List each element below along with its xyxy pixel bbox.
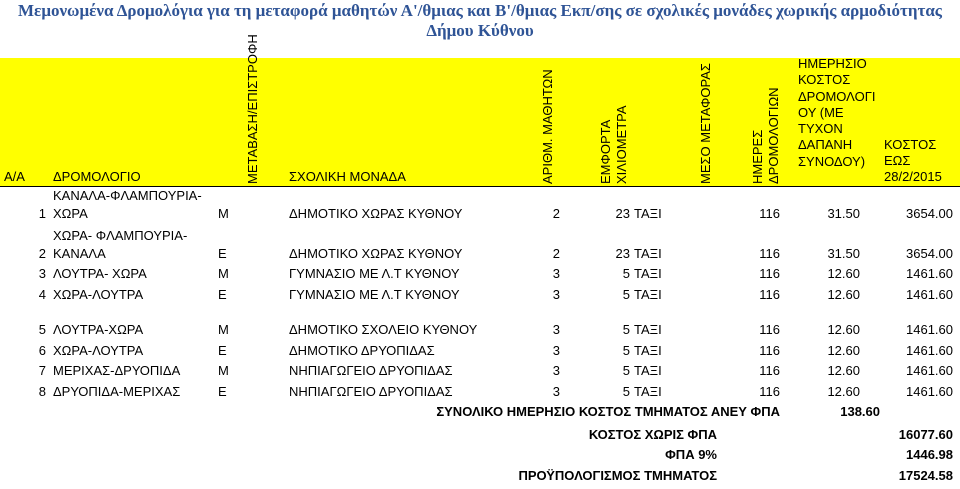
table-cell: ΤΑΞΙ [634, 246, 662, 261]
table-cell: 5 [622, 384, 630, 399]
table-cell: ΤΑΞΙ [634, 287, 662, 302]
table-cell: 116 [759, 246, 780, 261]
table-cell: 116 [759, 206, 780, 221]
header-school: ΣΧΟΛΙΚΗ ΜΟΝΑΔΑ [289, 169, 406, 184]
table-cell: Ε [218, 287, 227, 302]
table-cell: 12.60 [827, 322, 860, 337]
table-cell: 3 [552, 384, 560, 399]
table-row [0, 382, 960, 402]
table-cell: 2 [552, 206, 560, 221]
table-cell: 3 [38, 266, 46, 281]
table-cell: 23 [615, 206, 630, 221]
table-cell: 2 [38, 246, 46, 261]
table-cell: 1461.60 [906, 266, 953, 281]
table-cell: 5 [622, 322, 630, 337]
table-cell: ΧΩΡΑ [53, 206, 88, 221]
cost-no-vat-value: 16077.60 [898, 427, 953, 442]
table-cell: 12.60 [827, 384, 860, 399]
table-cell: ΜΕΡΙΧΑΣ-ΔΡΥΟΠΙΔΑ [53, 363, 181, 378]
table-cell: 5 [38, 322, 46, 337]
routes-table [0, 34, 960, 489]
table-cell: 31.50 [827, 206, 860, 221]
total-daily-label: ΣΥΝΟΛΙΚΟ ΗΜΕΡΗΣΙΟ ΚΟΣΤΟΣ ΤΜΗΜΑΤΟΣ ΑΝΕΥ ΦΠΑ [436, 404, 780, 419]
table-cell: ΔΗΜΟΤΙΚΟ ΔΡΥΟΠΙΔΑΣ [289, 343, 435, 358]
table-cell: 116 [759, 322, 780, 337]
table-cell: 12.60 [827, 363, 860, 378]
budget-value: 17524.58 [898, 468, 953, 483]
table-row [0, 264, 960, 284]
table-cell: 116 [759, 384, 780, 399]
table-cell: 5 [622, 287, 630, 302]
header-vehicle: ΜΕΣΟ ΜΕΤΑΦΟΡΑΣ [698, 63, 713, 184]
header-km-loaded: ΕΜΦΟΡΤΑ ΧΙΛΙΟΜΕΤΡΑ [598, 105, 629, 184]
vat-value: 1446.98 [906, 447, 953, 462]
table-cell: 3 [552, 287, 560, 302]
table-cell: ΔΗΜΟΤΙΚΟ ΧΩΡΑΣ ΚΥΘΝΟΥ [289, 206, 463, 221]
table-cell: 116 [759, 266, 780, 281]
title-line-2: Δήμου Κύθνου [426, 21, 534, 40]
table-cell: ΝΗΠΙΑΓΩΓΕΙΟ ΔΡΥΟΠΙΔΑΣ [289, 384, 453, 399]
table-cell: ΧΩΡΑ- ΦΛΑΜΠΟΥΡΙΑ- [53, 228, 188, 243]
table-cell: 5 [622, 363, 630, 378]
table-cell: 2 [552, 246, 560, 261]
table-cell: Μ [218, 322, 229, 337]
table-cell: ΤΑΞΙ [634, 322, 662, 337]
table-cell: ΔΗΜΟΤΙΚΟ ΣΧΟΛΕΙΟ ΚΥΘΝΟΥ [289, 322, 478, 337]
table-cell: 4 [38, 287, 46, 302]
cost-no-vat-label: ΚΟΣΤΟΣ ΧΩΡΙΣ ΦΠΑ [588, 427, 717, 442]
table-row [0, 186, 960, 226]
table-cell: ΤΑΞΙ [634, 384, 662, 399]
table-cell: ΧΩΡΑ-ΛΟΥΤΡΑ [53, 343, 144, 358]
title-line-1: Μεμονωμένα Δρομολόγια για τη μεταφορά μαθητών Α'/θμιας και Β'/θμιας Εκπ/σης σε σχολικές μονάδες χωρικής αρμοδιότητας [18, 1, 942, 20]
table-cell: 6 [38, 343, 46, 358]
header-aa: Α/Α [4, 169, 25, 184]
table-cell: ΧΩΡΑ-ΛΟΥΤΡΑ [53, 287, 144, 302]
table-cell: 1461.60 [906, 287, 953, 302]
total-daily-value: 138.60 [840, 404, 880, 419]
table-cell: 1 [38, 206, 46, 221]
header-cost-until: ΚΟΣΤΟΣ ΕΩΣ 28/2/2015 [884, 137, 942, 184]
table-cell: 1461.60 [906, 343, 953, 358]
table-cell: ΓΥΜΝΑΣΙΟ ΜΕ Λ.Τ ΚΥΘΝΟΥ [289, 266, 460, 281]
table-cell: ΓΥΜΝΑΣΙΟ ΜΕ Λ.Τ ΚΥΘΝΟΥ [289, 287, 460, 302]
header-days: ΗΜΕΡΕΣ ΔΡΟΜΟΛΟΓΙΩΝ [750, 87, 781, 184]
table-cell: Ε [218, 384, 227, 399]
header-direction: ΜΕΤΑΒΑΣΗ/ΕΠΙΣΤΡΟΦΗ [245, 34, 260, 184]
table-cell: Ε [218, 343, 227, 358]
table-cell: 8 [38, 384, 46, 399]
table-row [0, 361, 960, 381]
table-cell: 5 [622, 266, 630, 281]
table-cell: ΤΑΞΙ [634, 206, 662, 221]
table-cell: Μ [218, 266, 229, 281]
table-cell: 1461.60 [906, 322, 953, 337]
header-route: ΔΡΟΜΟΛΟΓΙΟ [53, 169, 141, 184]
table-row [0, 320, 960, 340]
table-cell: ΤΑΞΙ [634, 266, 662, 281]
table-cell: ΛΟΥΤΡΑ- ΧΩΡΑ [53, 266, 147, 281]
table-cell: ΔΗΜΟΤΙΚΟ ΧΩΡΑΣ ΚΥΘΝΟΥ [289, 246, 463, 261]
table-cell: 3 [552, 266, 560, 281]
table-cell: 3 [552, 322, 560, 337]
table-cell: ΤΑΞΙ [634, 363, 662, 378]
table-cell: ΔΡΥΟΠΙΔΑ-ΜΕΡΙΧΑΣ [53, 384, 181, 399]
table-cell: 7 [38, 363, 46, 378]
table-cell: 5 [622, 343, 630, 358]
table-cell: 1461.60 [906, 384, 953, 399]
table-cell: 12.60 [827, 287, 860, 302]
table-cell: 3654.00 [906, 206, 953, 221]
table-cell: 116 [759, 363, 780, 378]
table-cell: ΚΑΝΑΛΑ-ΦΛΑΜΠΟΥΡΙΑ- [53, 188, 202, 203]
table-cell: ΚΑΝΑΛΑ [53, 246, 106, 261]
table-cell: 3654.00 [906, 246, 953, 261]
table-cell: 23 [615, 246, 630, 261]
table-row [0, 341, 960, 361]
table-cell: 12.60 [827, 343, 860, 358]
table-row [0, 285, 960, 305]
budget-label: ΠΡΟΫΠΟΛΟΓΙΣΜΟΣ ΤΜΗΜΑΤΟΣ [518, 468, 717, 483]
table-cell: ΝΗΠΙΑΓΩΓΕΙΟ ΔΡΥΟΠΙΔΑΣ [289, 363, 453, 378]
header-daily-cost: ΗΜΕΡΗΣΙΟ ΚΟΣΤΟΣ ΔΡΟΜΟΛΟΓΙ ΟΥ (ΜΕ ΤΥΧΟΝ ΔΑΠΑΝΗ ΣΥΝΟΔΟΥ) [798, 56, 876, 169]
vat-label: ΦΠΑ 9% [665, 447, 717, 462]
table-cell: Μ [218, 206, 229, 221]
table-cell: 116 [759, 343, 780, 358]
table-cell: Ε [218, 246, 227, 261]
table-cell: 3 [552, 343, 560, 358]
table-cell: Μ [218, 363, 229, 378]
table-cell: 12.60 [827, 266, 860, 281]
table-cell: ΛΟΥΤΡΑ-ΧΩΡΑ [53, 322, 144, 337]
table-row [0, 226, 960, 266]
header-students: ΑΡΙΘΜ. ΜΑΘΗΤΩΝ [540, 69, 555, 184]
table-cell: 116 [759, 287, 780, 302]
table-cell: 1461.60 [906, 363, 953, 378]
table-cell: 31.50 [827, 246, 860, 261]
table-cell: ΤΑΞΙ [634, 343, 662, 358]
table-cell: 3 [552, 363, 560, 378]
